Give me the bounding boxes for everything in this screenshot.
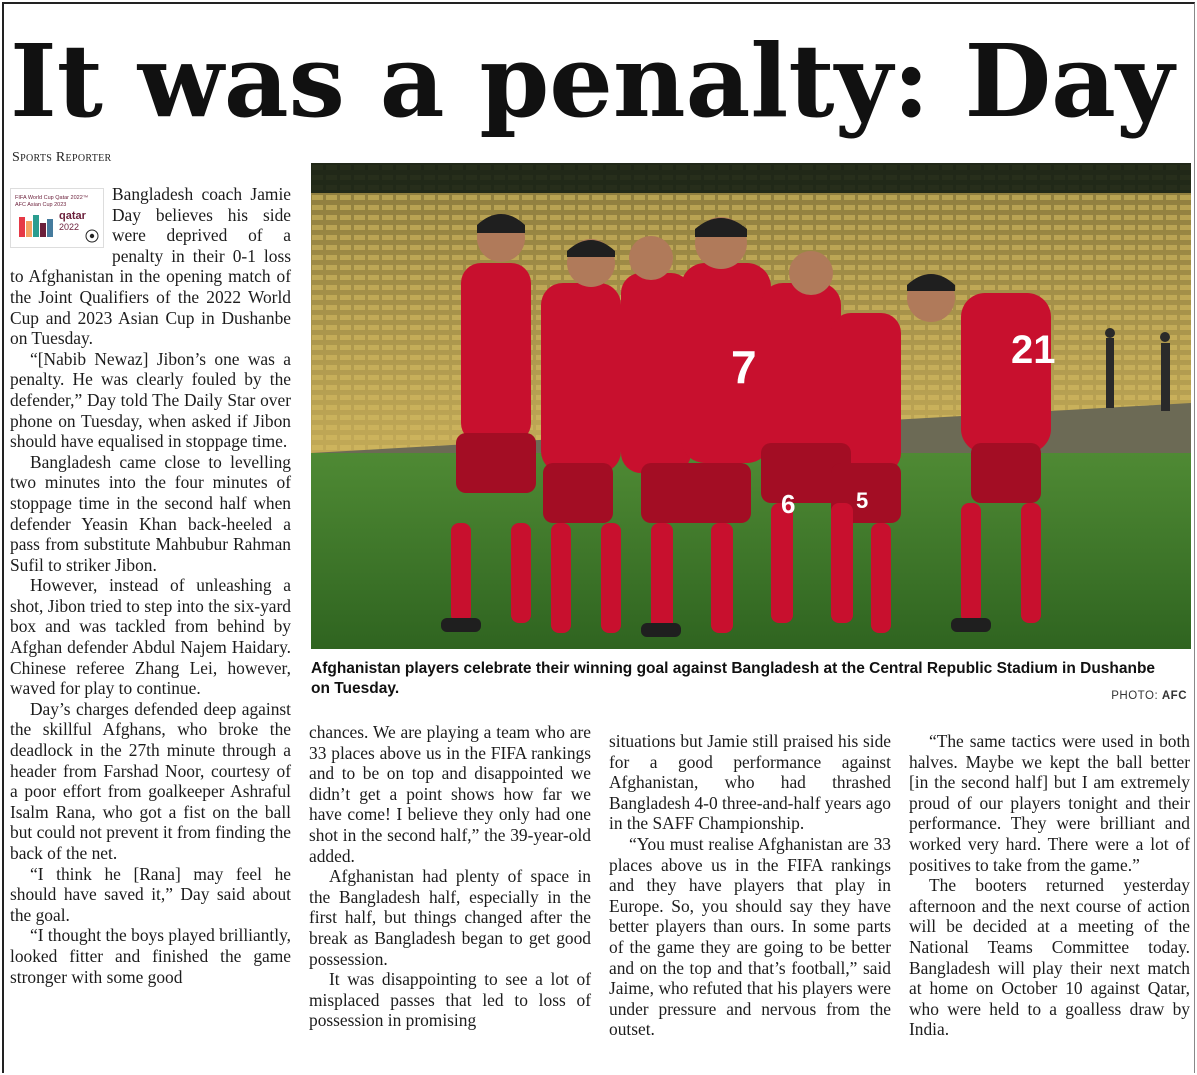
svg-text:6: 6 [781,489,796,519]
paragraph-5: Day’s charges defended deep against the skillful Afghans, who broke the deadlock in the 27th minute through a header from Farshad Noor, courtesy of a poor effort from goalkeeper Ashraful Isalm Rana, who got a fist on the ball but could not prevent it from finding the back of the net. [10,698,291,863]
logo-line-2: AFC Asian Cup 2023 [15,202,67,208]
paragraph-3: Bangladesh came close to levelling two minutes into the four minutes of stoppage time in the second half when defender Yeasin Khan back-heeled a pass from substitute Mahbubur Rahman Sufil to striker Jibon. [10,451,291,575]
paragraph-10: It was disappointing to see a lot of misplaced passes that led to loss of possession in promising [309,969,591,1031]
paragraph-2: “[Nabib Newaz] Jibon’s one was a penalty. He was clearly fouled by the defender,” Day told The Daily Star over phone on Tuesday, when asked if Jibon should have equalised in stoppage time. [10,348,291,452]
article-column-4 [909,731,1190,1040]
paragraph-8: chances. We are playing a team who are 33 places above us in the FIFA rankings and to be on top and disappointed we didn’t get a point shows how far we have come! I believe they only had one shot in the second half,” the 39-year-old added. [309,722,591,866]
paragraph-4: However, instead of unleashing a shot, Jibon tried to step into the six-yard box and was tackled from behind by Afghan defender Abdul Najem Haidary. Chinese referee Zhang Lei, however, waved for play to continue. [10,575,291,699]
paragraph-13: “The same tactics were used in both halves. Maybe we kept the ball better [in the second half] but I am extremely proud of our players tonight and their performance. They were brilliant and worked very hard. There were a lot of positives to take from the game.” [909,731,1190,875]
article-column-3 [609,731,891,1040]
headline: It was a penalty: Day [10,22,1175,140]
football-icon [85,229,99,243]
byline: Sports Reporter [12,150,112,165]
paragraph-7: “I thought the boys played brilliantly, looked fitter and finished the game stronger with some good [10,925,291,987]
tournament-emblem-icon [17,213,55,241]
paragraph-1: Bangladesh coach Jamie Day believes his side were deprived of a penalty in their 0-1 loss to Afghanistan in the opening match of the Joint Qualifiers of the 2022 World Cup and 2023 Asian Cup in Dushanbe on Tuesday. [10,184,291,349]
svg-text:5: 5 [856,488,869,513]
svg-text:7: 7 [731,341,757,393]
svg-text:21: 21 [1011,328,1056,372]
paragraph-12: “You must realise Afghanistan are 33 places above us in the FIFA rankings and they have players that play in Europe. So, you should say they have better players than ours. In some parts of the game they are going to be better and on the top and that’s football,” said Jaime, who refuted that his players were under pressure and nervous from the outset. [609,833,891,1040]
logo-year: 2022 [59,222,80,232]
paragraph-9: Afghanistan had plenty of space in the Bangladesh half, especially in the first half, but things changed after the break as Bangladesh began to get good possession. [309,866,591,969]
photo-credit-label: PHOTO: [1111,690,1159,702]
photo-credit [1111,690,1187,702]
paragraph-14: The booters returned yesterday afternoon and the next course of action will be decided at a meeting of the National Teams Committee today. Bangladesh will play their next match at home on October 10 against Qatar, who were held to a goalless draw by India. [909,875,1190,1040]
article-column-2 [309,722,591,1031]
tournament-logo-text [15,195,99,209]
article-column-1 [10,184,291,987]
photo-credit-source: AFC [1161,690,1187,702]
photo-caption: Afghanistan players celebrate their winning goal against Bangladesh at the Central Republic Stadium in Dushanbe on Tuesday. [311,660,1156,697]
match-photo [311,163,1191,649]
logo-line-1: FIFA World Cup Qatar 2022™ [15,195,89,201]
paragraph-11: situations but Jamie still praised his side for a good performance against Afghanistan, who had thrashed Bangladesh 4-0 three-and-half years ago in the SAFF Championship. [609,731,891,834]
tournament-logo [10,188,104,248]
logo-brand: qatar [59,210,86,222]
celebration-photo-illustration [311,163,1191,649]
paragraph-6: “I think he [Rana] may feel he should have saved it,” Day said about the goal. [10,863,291,925]
